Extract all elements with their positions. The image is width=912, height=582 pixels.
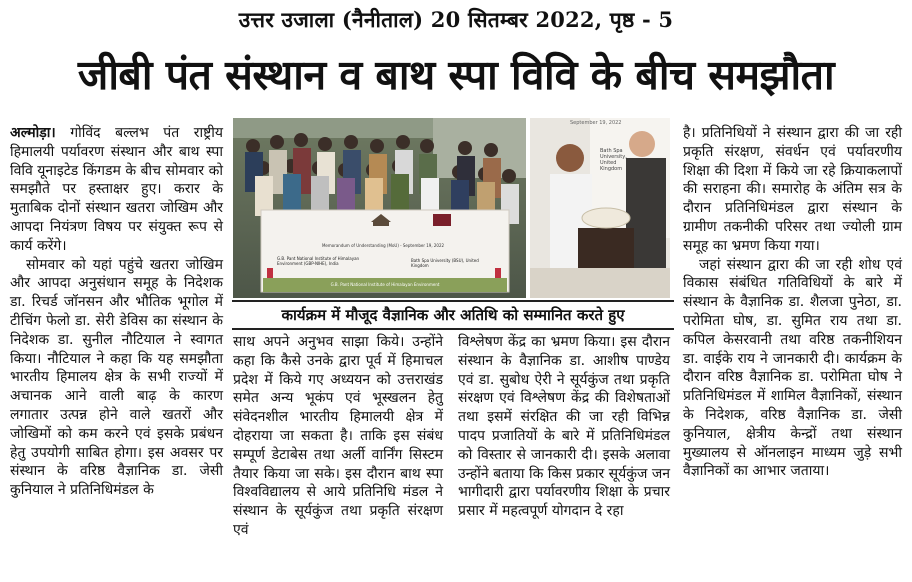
memento-sign-text: Bath Spa University, United Kingdom <box>600 148 627 172</box>
dateline: अल्मोड़ा। <box>10 125 56 141</box>
column-2 <box>233 333 443 540</box>
banner-institute-text: G.B. Pant National Institute of Himalayan Environment (GBP-NIHE), India <box>277 256 360 266</box>
banner-university-text: Bath Spa University (BSU), United Kingdom <box>411 258 479 268</box>
column-4-paragraph-1: है। प्रतिनिधियों ने संस्थान द्वारा की जा रही प्रकृति संरक्षण, संवर्धन एवं पर्यावरणीय शिक्षा की दिशा में किये जा रहे क्रियाकलापों की सराहना की। समारोह के अंतिम सत्र के दौरान प्रतिनिधिमंडल द्वारा संस्थान के ग्रामीण तकनीकी परिसर तथा ज्योली ग्राम समूह का भ्रमण किया गया। <box>683 125 902 254</box>
headline: जीबी पंत संस्थान व बाथ स्पा विवि के बीच समझौता <box>77 51 835 99</box>
column-1 <box>10 124 223 500</box>
memento-date-text: September 19, 2022 <box>570 120 622 126</box>
column-1-text-1: गोविंद बल्लभ पंत राष्ट्रीय हिमालयी पर्यावरण संस्थान और बाथ स्पा विवि यूनाइटेड किंगडम के बीच सोमवार को समझौते पर हस्ताक्षर हुए। करार के मुताबिक दोनों संस्थान खतरा जोखिम और आपदा नियंत्रण विषय पर संयुक्त रूप से कार्य करेंगे। <box>10 125 223 254</box>
group-photo-image <box>233 118 526 298</box>
column-3-paragraph: विश्लेषण केंद्र का भ्रमण किया। इस दौरान संस्थान के वैज्ञानिक डा. आशीष पाण्डेय एवं डा. सुबोध ऐरी ने सूर्यकुंज तथा प्रकृति संरक्षण एवं विश्लेषण केंद्र की विशेषताओं तथा इसमें संरक्षित की जा रही विभिन्न पादप प्रजातियों के बारे में प्रतिनिधिमंडल को विस्तार से जानकारी दी। इसके अलावा उन्होंने बताया कि किस प्रकार सूर्यकुंज जन भागीदारी द्वारा पर्यावरणीय शिक्षा के प्रचार प्रसार में महत्वपूर्ण योगदान दे रहा <box>458 334 670 520</box>
column-1-paragraph-1 <box>10 124 223 256</box>
column-4 <box>683 124 902 481</box>
column-1-paragraph-2: सोमवार को यहां पहुंचे खतरा जोखिम और आपदा अनुसंधान समूह के निदेशक डा. रिचर्ड जॉनसन और भौतिक भूगोल में टीचिंग फेलो डा. सेरी डेविस का संस्थान के निदेशक डा. सुनील नौटियाल ने स्वागत किया। नौटियाल ने कहा कि यह समझौता भारतीय हिमालय क्षेत्र के सभी राज्यों में अचानक आने वाली बाढ़ के कारण लगातार उत्पन्न होने वाले खतरों और जोखिमों को कम करने एवं इसके प्रबंधन हेतु उपयोगी साबित होगा। इस अवसर पर संस्थान के वरिष्ठ वैज्ञानिक डा. जेसी कुनियाल ने प्रतिनिधिमंडल के <box>10 256 223 499</box>
memento-photo <box>530 118 670 298</box>
banner-mou-text: Memorandum of Understanding (MoU) - September 19, 2022 <box>321 243 445 248</box>
column-4-paragraph-2: जहां संस्थान द्वारा की जा रही शोध एवं विकास संबंधित गतिविधियों के बारे में संस्थान के वैज्ञानिक डा. शैलजा पुनेठा, डा. परोमिता घोष, डा. सुमित राय तथा डा. कपिल केसरवानी तथा वरिष्ठ तकनीशियन डा. वाईके राय ने जानकारी दी। कार्यक्रम के दौरान वरिष्ठ वैज्ञानिक डा. परोमिता घोष ने प्रतिनिधिमंडल में शामिल वैज्ञानिकों, संस्थान के निदेशक, वरिष्ठ वैज्ञानिक डा. जेसी कुनियाल, क्षेत्रीय केन्द्रों तथा संस्थान मुख्यालय से ऑनलाइन माध्यम जुड़े सभी वैज्ञानिकों का आभार जताया। <box>683 256 902 480</box>
column-3 <box>458 333 670 521</box>
group-photo <box>233 118 526 298</box>
newspaper-header: उत्तर उजाला (नैनीताल) 20 सितम्बर 2022, पृष्ठ - 5 <box>238 7 674 32</box>
memento-photo-image <box>530 118 670 298</box>
banner-footer-text: G.B. Pant National Institute of Himalayan Environment <box>330 282 440 287</box>
photo-caption: कार्यक्रम में मौजूद वैज्ञानिक और अतिथि को सम्मानित करते हुए <box>232 300 674 330</box>
column-2-paragraph: साथ अपने अनुभव साझा किये। उन्होंने कहा कि कैसे उनके द्वारा पूर्व में हिमाचल प्रदेश में किये गए अध्ययन को उत्तराखंड समेत अन्य भूकंप एवं भूस्खलन हेतु संवेदनशील भारतीय हिमालयी क्षेत्र में दोहराया जा सकता है। ताकि इस संबंध सम्पूर्ण डेटाबेस तथा अर्ली वार्निंग सिस्टम तैयार किया जा सके। इस दौरान बाथ स्पा विश्वविद्यालय से आये प्रतिनिधि मंडल ने संस्थान के सूर्यकुंज तथा प्रकृति संरक्षण एवं <box>233 334 443 538</box>
